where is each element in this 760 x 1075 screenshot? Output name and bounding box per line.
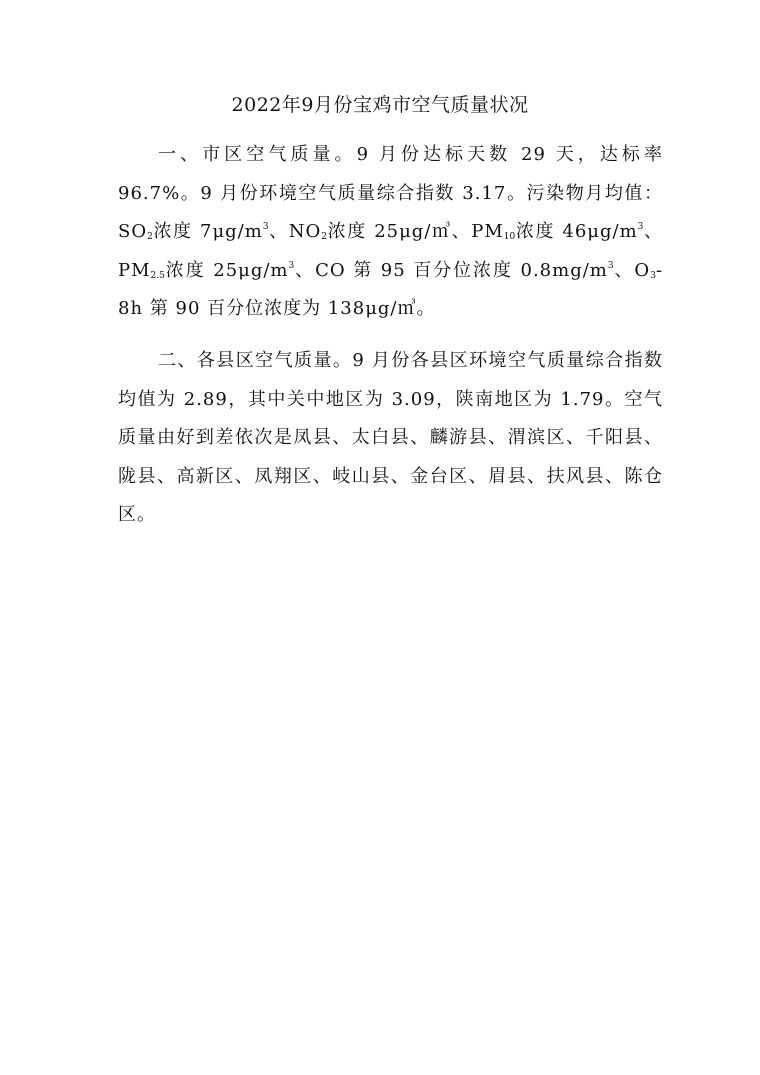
pm10-unit-superscript: 3 bbox=[637, 222, 644, 232]
so2-subscript: 2 bbox=[147, 232, 153, 242]
separator-text: 、 bbox=[643, 221, 664, 242]
pm25-label: PM bbox=[118, 259, 151, 281]
no2-subscript: 2 bbox=[321, 232, 328, 242]
o3-label: O bbox=[634, 259, 651, 281]
pm10-label: PM bbox=[471, 221, 504, 242]
no2-value-text: 浓度 25μg/㎥、 bbox=[327, 221, 472, 242]
so2-value-text: 浓度 7μg/m bbox=[152, 221, 263, 242]
document-title: 2022年9月份宝鸡市空气质量状况 bbox=[231, 94, 529, 116]
paragraph-county-air-quality: 二、各县区空气质量。9 月份各县区环境空气质量综合指数均值为 2.89，其中关中地区为 3.09，陕南地区为 1.79。空气质量由好到差依次是凤县、太白县、麟游县、渭滨区、千阳县、陇县、高新区、凤翔区、岐山县、金台区、眉县、扶风县、陈仓区。 bbox=[118, 350, 663, 525]
so2-label: SO bbox=[118, 221, 148, 242]
no2-label: NO bbox=[288, 221, 322, 242]
pm25-unit-superscript: 3 bbox=[288, 260, 295, 271]
pm10-value-text: 浓度 46μg/m bbox=[515, 221, 638, 242]
separator-text: 、 bbox=[268, 221, 289, 242]
o3-subscript: 3 bbox=[650, 270, 656, 281]
paragraph-city-air-quality bbox=[118, 136, 663, 329]
so2-unit-superscript: 3 bbox=[262, 222, 269, 232]
co-unit-superscript: 3 bbox=[607, 260, 614, 271]
pm25-value-text: 浓度 25μg/m bbox=[164, 259, 289, 281]
pm25-subscript: 2.5 bbox=[150, 270, 165, 281]
separator-text: 、 bbox=[613, 259, 635, 281]
co-value-text: 、CO 第 95 百分位浓度 0.8mg/m bbox=[294, 259, 608, 281]
pm10-subscript: 10 bbox=[503, 232, 516, 242]
p1-intro-text: 一、市区空气质量。9 月份达标天数 29 天，达标率96.7%。9 月份环境空气质量综合指数 3.17。污染物月均值： bbox=[118, 144, 663, 204]
o3-value-text: -8h 第 90 百分位浓度为 138μg/㎥。 bbox=[118, 259, 664, 319]
